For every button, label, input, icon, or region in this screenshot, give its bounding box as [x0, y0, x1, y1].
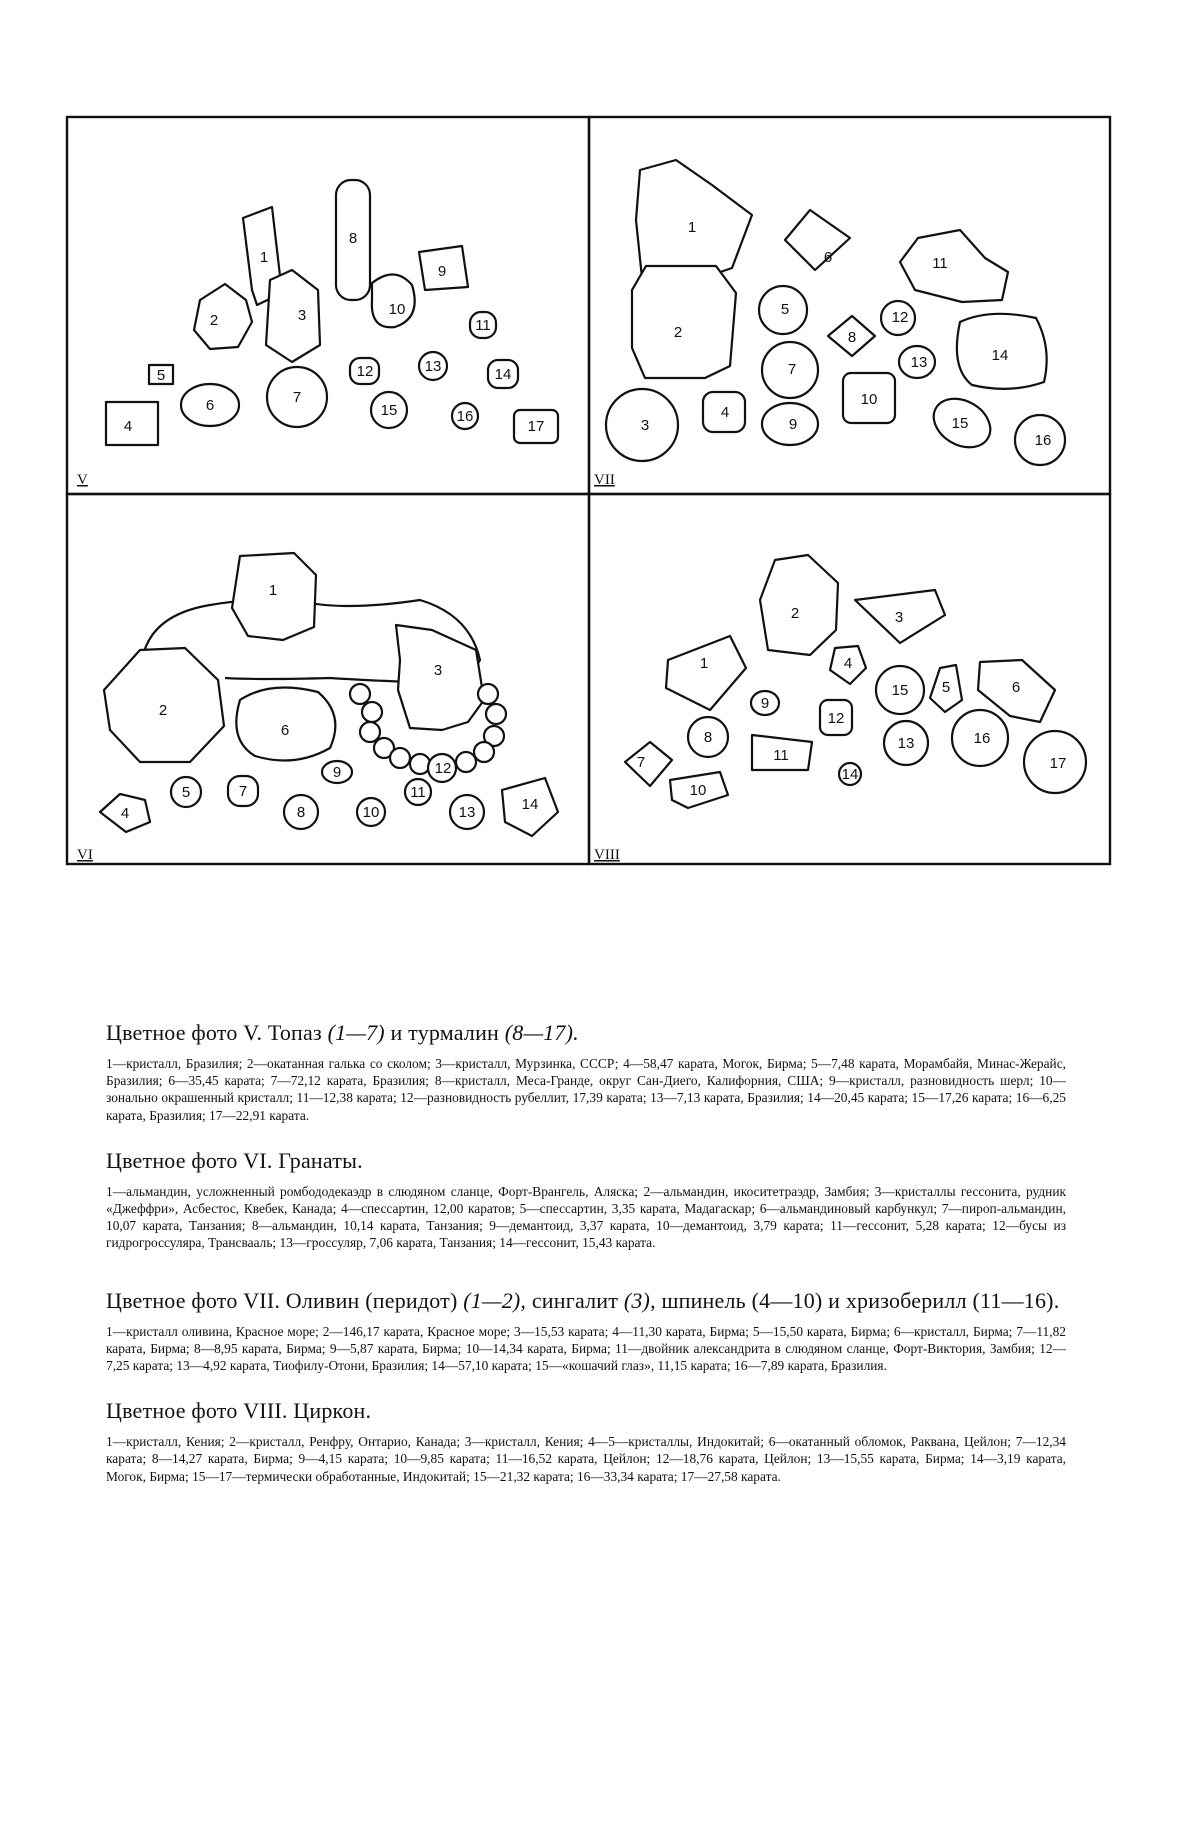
stone-V-2 — [194, 284, 252, 349]
stone-V-15-label: 15 — [381, 402, 398, 419]
stone-VI-6-label: 6 — [281, 722, 289, 739]
panel-label-VI: VI — [77, 847, 93, 863]
stone-VIII-6-label: 6 — [1012, 679, 1020, 696]
stone-VI-9-label: 9 — [333, 764, 341, 781]
stone-VI-10-label: 10 — [363, 804, 380, 821]
panel-label-VII: VII — [594, 472, 615, 488]
stone-V-10-label: 10 — [389, 301, 406, 318]
stone-VII-5-label: 5 — [781, 301, 789, 318]
caption-title-text: Цветное фото VIII. Циркон. — [106, 1398, 371, 1423]
stone-V-6-label: 6 — [206, 397, 214, 414]
stone-VI-4-label: 4 — [121, 805, 129, 822]
stone-VII-6 — [785, 210, 850, 270]
stone-VIII-3-label: 3 — [895, 609, 903, 626]
stone-V-13-label: 13 — [425, 358, 442, 375]
stone-VII-14-label: 14 — [992, 347, 1009, 364]
stone-VIII-15-label: 15 — [892, 682, 909, 699]
stone-VII-16-label: 16 — [1035, 432, 1052, 449]
panel-VIII-stones — [625, 555, 1086, 808]
bead — [456, 752, 476, 772]
stone-VIII-11-label: 11 — [773, 747, 789, 764]
stone-VIII-1-label: 1 — [700, 655, 708, 672]
stone-VII-6-label: 6 — [824, 249, 832, 266]
stone-V-9-label: 9 — [438, 263, 446, 280]
stone-VIII-4-label: 4 — [844, 655, 852, 672]
caption-VIII — [106, 1396, 1066, 1485]
stone-VI-8-label: 8 — [297, 804, 305, 821]
caption-VI-body: 1—альмандин, усложненный ромбододекаэдр в слюдяном сланце, Форт-Врангель, Аляска; 2—альмандин, икоситетраэдр, Замбия; 3—кристаллы гессонита, рудник «Джеффри», Асбестос, Квебек, Канада; 4—спессартин, 12,00 каратов; 5—спессартин, 3,35 карата, Мадагаскар; 6—альмандиновый карбункул; 7—пироп-альмандин, 10,07 карата, Танзания; 8—альмандин, 10,14 карата, Танзания; 9—демантоид, 3,37 карата, 10—демантоид, 3,79 карата; 11—гессонит, 5,28 карата; 12—бусы из гидрогроссуляра, Трансвааль; 13—гроссуляр, 7,06 карата, Танзания; 14—гессонит, 15,43 карата. — [106, 1183, 1066, 1252]
caption-VII — [106, 1286, 1066, 1375]
caption-title-italic: (3), — [624, 1288, 656, 1313]
caption-V-body: 1—кристалл, Бразилия; 2—окатанная галька со сколом; 3—кристалл, Мурзинка, СССР; 4—58,47 карата, Могок, Бирма; 5—7,48 карата, Морамбайя, Минас-Жерайс, Бразилия; 6—35,45 карата; 7—72,12 карата, Бразилия; 8—кристалл, Меса-Гранде, округ Сан-Диего, Калифорния, США; 9—кристалл, разновидность шерл; 10—зонально окрашенный кристалл; 11—12,38 карата; 12—разновидность рубеллит, 17,39 карата; 13—7,13 карата, Бразилия; 14—20,45 карата; 15—17,26 карата; 16—6,25 карата, Бразилия; 17—22,91 карата. — [106, 1055, 1066, 1124]
stone-V-5-label: 5 — [157, 367, 165, 384]
stone-V-17-label: 17 — [528, 418, 545, 435]
bead — [350, 684, 370, 704]
caption-VIII-title — [106, 1396, 1066, 1426]
bead — [362, 702, 382, 722]
stone-VII-2-label: 2 — [674, 324, 682, 341]
bead — [360, 722, 380, 742]
stone-V-3-label: 3 — [298, 307, 306, 324]
bead — [486, 704, 506, 724]
stone-VIII-17-label: 17 — [1050, 755, 1067, 772]
stone-VI-11-label: 11 — [410, 784, 426, 801]
stone-VII-3-label: 3 — [641, 417, 649, 434]
stone-VIII-7-label: 7 — [637, 754, 645, 771]
stone-V-11-label: 11 — [475, 317, 491, 334]
panel-label-V: V — [77, 472, 88, 488]
caption-VII-body: 1—кристалл оливина, Красное море; 2—146,17 карата, Красное море; 3—15,53 карата; 4—11,30 карата, Бирма; 5—15,50 карата, Бирма; 6—кристалл, Бирма; 7—11,82 карата, Бирма; 8—8,95 карата, Бирма; 9—5,87 карата, Бирма; 10—14,34 карата, Бирма; 11—двойник александрита в слюдяном сланце, Форт-Виктория, Замбия; 12—7,25 карата; 13—4,92 карата, Тиофилу-Отони, Бразилия; 14—57,10 карата; 15—«кошачий глаз», 11,15 карата; 16—7,89 карата, Бразилия. — [106, 1323, 1066, 1375]
stone-VIII-14-label: 14 — [842, 766, 859, 783]
stone-VIII-5-label: 5 — [942, 679, 950, 696]
caption-title-text: сингалит — [526, 1288, 624, 1313]
panel-VII-stones — [606, 160, 1065, 465]
stone-V-3 — [266, 270, 320, 362]
caption-VI-title — [106, 1146, 1066, 1176]
captions — [106, 1018, 1066, 1507]
bead — [478, 684, 498, 704]
stone-VIII-9-label: 9 — [761, 695, 769, 712]
stone-VI-14-label: 14 — [522, 796, 539, 813]
stone-VIII-1 — [666, 636, 746, 710]
stone-VII-15-label: 15 — [952, 415, 969, 432]
caption-V — [106, 1018, 1066, 1124]
caption-title-text: Цветное фото VI. Гранаты. — [106, 1148, 363, 1173]
stone-VII-9-label: 9 — [789, 416, 797, 433]
stone-VII-7-label: 7 — [788, 361, 796, 378]
stone-VI-13-label: 13 — [459, 804, 476, 821]
stone-VII-12-label: 12 — [892, 309, 909, 326]
stone-VII-11-label: 11 — [932, 255, 948, 272]
stone-V-16-label: 16 — [457, 408, 474, 425]
caption-title-italic: (1—7) — [328, 1020, 385, 1045]
caption-title-italic: (1—2), — [463, 1288, 526, 1313]
stone-V-8-label: 8 — [349, 230, 357, 247]
stone-VI-3-label: 3 — [434, 662, 442, 679]
bead — [474, 742, 494, 762]
bead — [410, 754, 430, 774]
stone-VIII-13-label: 13 — [898, 735, 915, 752]
panel-VI-stones — [100, 553, 558, 836]
caption-VIII-body: 1—кристалл, Кения; 2—кристалл, Ренфру, Онтарио, Канада; 3—кристалл, Кения; 4—5—кристаллы, Индокитай; 6—окатанный обломок, Раквана, Цейлон; 7—12,34 карата; 8—14,27 карата, Бирма; 9—4,15 карата; 10—9,85 карата; 11—16,52 карата, Цейлон; 12—18,76 карата, Цейлон; 13—15,55 карата, Бирма; 14—3,19 карата, Могок, Бирма; 15—17—термически обработанные, Индокитай; 15—21,32 карата; 16—33,34 карата; 17—27,58 карата. — [106, 1433, 1066, 1485]
stone-VI-7-label: 7 — [239, 783, 247, 800]
caption-VII-title — [106, 1286, 1066, 1316]
stone-VIII-10-label: 10 — [690, 782, 707, 799]
gem-key-diagram — [0, 0, 1200, 880]
stone-V-2-label: 2 — [210, 312, 218, 329]
stone-VI-12-label: 12 — [435, 760, 452, 777]
stone-VI-5-label: 5 — [182, 784, 190, 801]
caption-title-text: Цветное фото VII. Оливин (перидот) — [106, 1288, 463, 1313]
panel-V-stones — [106, 180, 558, 445]
caption-title-italic: (8—17). — [505, 1020, 579, 1045]
caption-V-title — [106, 1018, 1066, 1048]
stone-V-14-label: 14 — [495, 366, 512, 383]
caption-title-text: и турмалин — [385, 1020, 505, 1045]
stone-V-1-label: 1 — [260, 249, 268, 266]
stone-VII-1-label: 1 — [688, 219, 696, 236]
stone-V-7-label: 7 — [293, 389, 301, 406]
stone-VIII-12-label: 12 — [828, 710, 845, 727]
panel-label-VIII: VIII — [594, 847, 620, 863]
stone-VIII-8-label: 8 — [704, 729, 712, 746]
stone-VII-11 — [900, 230, 1008, 302]
stone-VI-2-label: 2 — [159, 702, 167, 719]
stone-VII-8-label: 8 — [848, 329, 856, 346]
stone-VIII-7 — [625, 742, 672, 786]
stone-VII-2 — [632, 266, 736, 378]
caption-title-text: шпинель (4—10) и хризоберилл (11—16). — [656, 1288, 1060, 1313]
stone-VII-4-label: 4 — [721, 404, 729, 421]
stone-V-4-label: 4 — [124, 418, 132, 435]
stone-VI-1-label: 1 — [269, 582, 277, 599]
bead — [390, 748, 410, 768]
caption-title-text: Цветное фото V. Топаз — [106, 1020, 328, 1045]
caption-VI — [106, 1146, 1066, 1252]
stone-VII-10-label: 10 — [861, 391, 878, 408]
stone-VIII-2-label: 2 — [791, 605, 799, 622]
stone-VII-13-label: 13 — [911, 354, 928, 371]
stone-VIII-16-label: 16 — [974, 730, 991, 747]
stone-V-12-label: 12 — [357, 363, 374, 380]
